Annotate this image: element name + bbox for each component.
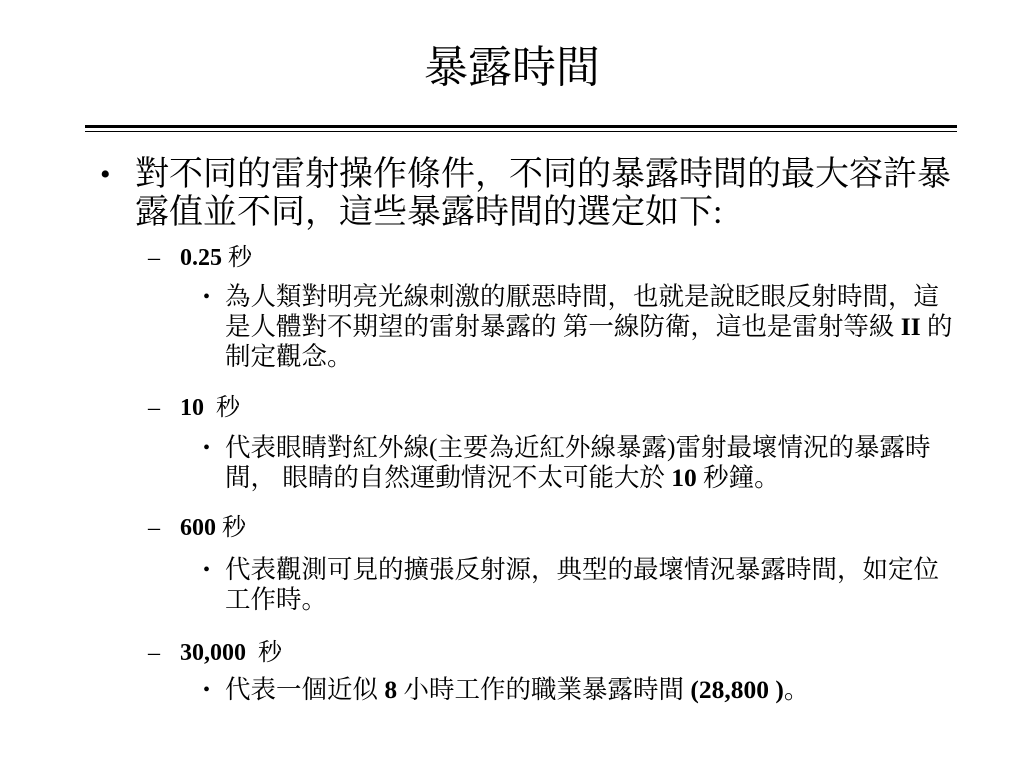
bullet-marker: • bbox=[203, 286, 211, 308]
detail-line bbox=[225, 585, 327, 615]
bullet-marker: • bbox=[203, 437, 211, 459]
exposure-heading bbox=[180, 243, 252, 273]
exposure-unit: 秒 bbox=[216, 515, 246, 541]
detail-line bbox=[225, 463, 780, 493]
exposure-value: 0.25 bbox=[180, 245, 222, 271]
detail-text: 是人體對不期望的雷射暴露的 第一線防衛，這也是雷射等級 bbox=[225, 312, 901, 341]
exposure-heading bbox=[180, 513, 246, 543]
detail-text: 。 bbox=[783, 675, 810, 704]
detail-line bbox=[225, 675, 809, 705]
detail-text: 代表一個近似 bbox=[225, 675, 385, 704]
detail-text: 的 bbox=[920, 312, 953, 341]
exposure-unit: 秒 bbox=[222, 245, 252, 271]
bullet-marker: • bbox=[203, 679, 211, 701]
detail-text: 制定觀念。 bbox=[225, 342, 353, 371]
detail-text: 間， 眼睛的自然運動情況不太可能大於 bbox=[225, 463, 672, 492]
detail-text: 秒鐘。 bbox=[696, 463, 780, 492]
bullet-marker: • bbox=[203, 559, 211, 581]
exposure-heading bbox=[180, 393, 240, 423]
slide-title: 暴露時間 bbox=[424, 43, 600, 92]
main-bullet-line: 對不同的雷射操作條件，不同的暴露時間的最大容許暴 bbox=[135, 156, 951, 193]
dash-marker: – bbox=[148, 515, 160, 541]
title-rule-thin bbox=[85, 131, 957, 132]
dash-marker: – bbox=[148, 640, 160, 666]
detail-text: 代表觀測可見的擴張反射源，典型的最壞情況暴露時間，如定位 bbox=[225, 555, 940, 584]
bullet-marker: • bbox=[100, 158, 111, 191]
detail-line bbox=[225, 282, 939, 312]
detail-text: 代表眼睛對紅外線(主要為近紅外線暴露)雷射最壞情況的暴露時 bbox=[225, 433, 931, 462]
exposure-value: 30,000 bbox=[180, 640, 246, 666]
detail-line bbox=[225, 433, 931, 463]
exposure-value: 10 bbox=[180, 395, 204, 421]
dash-marker: – bbox=[148, 245, 160, 271]
detail-line bbox=[225, 555, 939, 585]
exposure-unit: 秒 bbox=[204, 395, 240, 421]
detail-text-bold: (28,800 ) bbox=[690, 675, 784, 704]
detail-text-bold: 10 bbox=[671, 463, 697, 492]
detail-text: 小時工作的職業暴露時間 bbox=[397, 675, 691, 704]
detail-text: 為人類對明亮光線刺激的厭惡時間，也就是說眨眼反射時間，這 bbox=[225, 282, 940, 311]
title-rule-thick bbox=[85, 125, 957, 128]
detail-text: 工作時。 bbox=[225, 585, 328, 614]
main-bullet-line: 露值並不同，這些暴露時間的選定如下: bbox=[135, 194, 723, 231]
detail-line bbox=[225, 312, 953, 342]
exposure-unit: 秒 bbox=[246, 640, 282, 666]
detail-text-bold: II bbox=[900, 312, 921, 341]
exposure-value: 600 bbox=[180, 515, 216, 541]
exposure-heading bbox=[180, 638, 282, 668]
dash-marker: – bbox=[148, 395, 160, 421]
detail-line bbox=[225, 342, 353, 372]
detail-text-bold: 8 bbox=[384, 675, 398, 704]
